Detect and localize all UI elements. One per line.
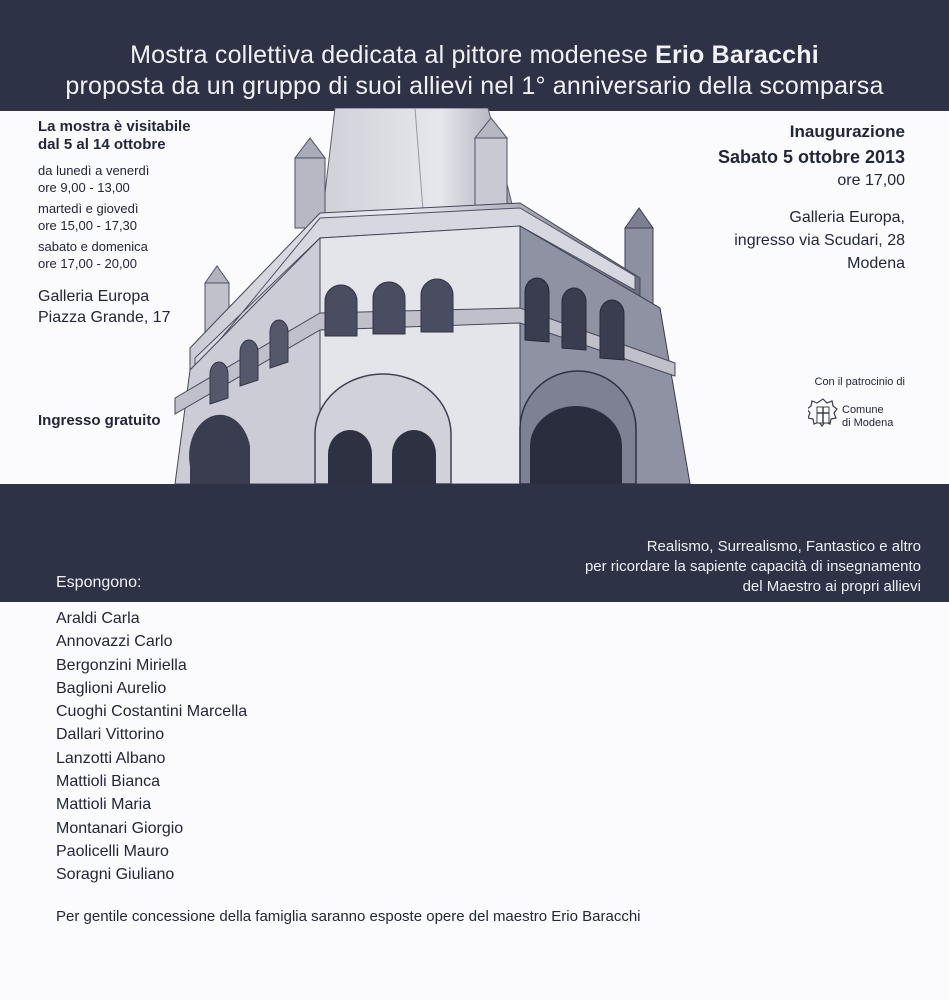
exhibitor-name: Soragni Giuliano: [56, 866, 175, 884]
exhibitors-heading: Espongono:: [56, 574, 142, 591]
visit-line-1: La mostra è visitabile: [38, 118, 191, 135]
schedule-hours: ore 15,00 - 17,30: [38, 218, 138, 233]
inauguration-venue-city: Modena: [847, 255, 905, 272]
comune-name: [842, 404, 893, 430]
exhibitor-name: Mattioli Bianca: [56, 773, 161, 791]
schedule-days: sabato e domenica: [38, 239, 148, 254]
exhibitor-name: Montanari Giorgio: [56, 819, 184, 837]
title-line-2: proposta da un gruppo di suoi allievi nel 1° anniversario della scomparsa: [65, 72, 884, 100]
schedule-block: [38, 200, 191, 234]
free-entry-label: Ingresso gratuito: [38, 412, 161, 429]
schedule-hours: ore 9,00 - 13,00: [38, 180, 130, 195]
exhibitors-list: [56, 607, 247, 887]
comune-logo: [808, 398, 908, 438]
schedule-days: martedì e giovedì: [38, 201, 139, 216]
tower-illustration: [170, 108, 700, 484]
schedule-block: [38, 238, 191, 272]
painter-name: Erio Baracchi: [655, 41, 819, 69]
exhibitor-name: Baglioni Aurelio: [56, 679, 167, 697]
schedule-block: [38, 162, 191, 196]
exhibitor-name: Annovazzi Carlo: [56, 633, 173, 651]
motto: [585, 537, 921, 597]
exhibitor-name: Mattioli Maria: [56, 796, 152, 814]
schedule-hours: ore 17,00 - 20,00: [38, 256, 138, 271]
inauguration-info: [718, 120, 905, 275]
inauguration-label: Inaugurazione: [789, 122, 905, 141]
exhibitor-name: Araldi Carla: [56, 610, 140, 627]
exhibitor-name: Bergonzini Miriella: [56, 656, 187, 674]
inauguration-venue: [718, 206, 905, 275]
exhibitor-name: Dallari Vittorino: [56, 726, 165, 744]
coat-of-arms-icon: [808, 398, 838, 434]
motto-line-2: per ricordare la sapiente capacità di insegnamento: [584, 558, 921, 575]
visit-venue: [38, 286, 191, 328]
title-prefix: Mostra collettiva dedicata al pittore modenese: [130, 41, 656, 69]
visit-info: [38, 118, 191, 328]
title-line-1: [0, 41, 949, 70]
comune-line-1: Comune: [842, 404, 884, 416]
venue-name: Galleria Europa: [38, 288, 150, 305]
motto-line-3: del Maestro ai propri allievi: [742, 578, 921, 595]
patronage-label: Con il patrocinio di: [814, 376, 905, 388]
comune-line-2: di Modena: [842, 417, 894, 429]
exhibitor-name: Lanzotti Albano: [56, 749, 166, 767]
motto-line-1: Realismo, Surrealismo, Fantastico e altro: [646, 538, 921, 555]
inauguration-venue-address: ingresso via Scudari, 28: [734, 232, 905, 249]
exhibitor-name: Cuoghi Costantini Marcella: [56, 703, 248, 721]
footer-note: Per gentile concessione della famiglia saranno esposte opere del maestro Erio Baracchi: [56, 908, 641, 925]
inauguration-time: ore 17,00: [837, 172, 905, 189]
venue-address: Piazza Grande, 17: [38, 309, 171, 326]
schedule-days: da lunedì a venerdì: [38, 163, 150, 178]
inauguration-venue-name: Galleria Europa,: [789, 209, 905, 226]
inauguration-date: Sabato 5 ottobre 2013: [717, 147, 905, 167]
exhibitor-name: Paolicelli Mauro: [56, 842, 169, 860]
visit-line-2: dal 5 al 14 ottobre: [38, 136, 166, 153]
